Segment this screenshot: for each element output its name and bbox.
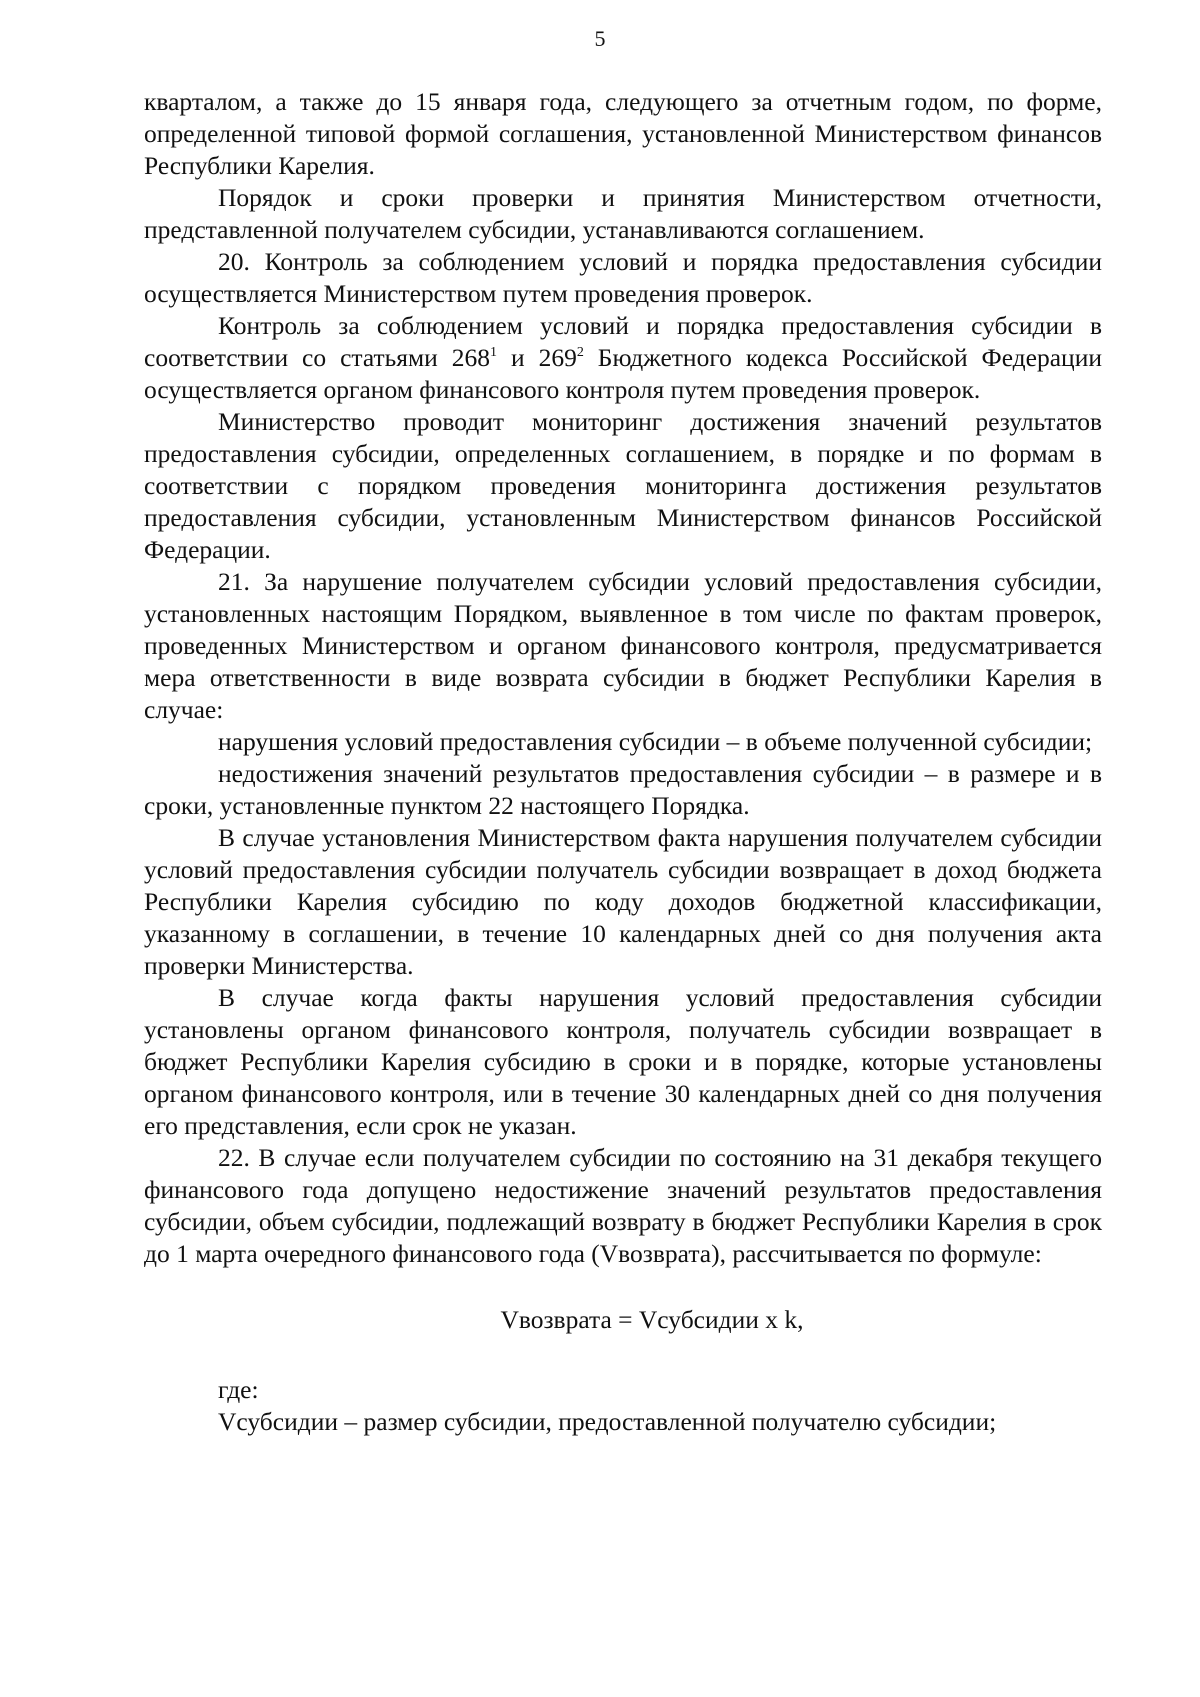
text-segment: и 269 (497, 343, 577, 372)
formula: Vвозврата = Vсубсидии x k, (500, 1305, 804, 1334)
paragraph-control-violation: В случае когда факты нарушения условий предоставления субсидии установлены органом финансового контроля, получатель субсидии возвращает в бюджет Республики Карелия субсидию в сроки и в порядке, которые установлены органом финансового контроля, или в течение 30 календарных дней со дня получения его представления, если срок не указан. (144, 983, 1102, 1140)
text-segment: Контроль за соблюдением условий и порядка предоставления субсидии в соответствии со статьями 268 (144, 311, 1102, 372)
paragraph-non-achievement: недостижения значений результатов предоставления субсидии – в размере и в сроки, установленные пунктом 22 настоящего Порядка. (144, 759, 1102, 820)
text-segment: Бюджетного кодекса Российской Федерации осуществляется органом финансового контроля путем проведения проверок. (144, 343, 1102, 404)
page-number: 5 (594, 26, 606, 51)
paragraph-ministry-violation: В случае установления Министерством факта нарушения получателем субсидии условий предоставления субсидии получатель субсидии возвращает в доход бюджета Республики Карелия субсидию по коду доходов бюджетной классификации, указанному в соглашении, в течение 10 календарных дней со дня получения акта проверки Министерства. (144, 823, 1102, 980)
paragraph-continuation: кварталом, а также до 15 января года, следующего за отчетным годом, по форме, определенной типовой формой соглашения, установленной Министерством финансов Республики Карелия. (144, 87, 1102, 180)
paragraph-item-22: 22. В случае если получателем субсидии по состоянию на 31 декабря текущего финансового года допущено недостижение значений результатов предоставления субсидии, объем субсидии, подлежащий возврату в бюджет Республики Карелия в срок до 1 марта очередного финансового года (Vвозврата), рассчитывается по формуле: (144, 1143, 1102, 1268)
paragraph-reporting-check: Порядок и сроки проверки и принятия Министерством отчетности, представленной получателем субсидии, устанавливаются соглашением. (144, 183, 1102, 244)
paragraph-monitoring: Министерство проводит мониторинг достижения значений результатов предоставления субсидии, определенных соглашением, в порядке и по формам в соответствии с порядком проведения мониторинга достижения результатов предоставления субсидии, установленным Министерством финансов Российской Федерации. (144, 407, 1102, 564)
document-body (144, 86, 1102, 1438)
paragraph-item-21: 21. За нарушение получателем субсидии условий предоставления субсидии, установленных настоящим Порядком, выявленное в том числе по фактам проверок, проведенных Министерством и органом финансового контроля, предусматривается мера ответственности в виде возврата субсидии в бюджет Республики Карелия в случае: (144, 567, 1102, 724)
paragraph-financial-control (144, 310, 1102, 406)
where-label: где: (218, 1375, 259, 1404)
superscript: 2 (576, 345, 584, 360)
definition-line: Vсубсидии – размер субсидии, предоставленной получателю субсидии; (218, 1407, 997, 1436)
superscript: 1 (490, 345, 498, 360)
paragraph-item-20: 20. Контроль за соблюдением условий и порядка предоставления субсидии осуществляется Министерством путем проведения проверок. (144, 247, 1102, 308)
paragraph-violation-conditions: нарушения условий предоставления субсидии – в объеме полученной субсидии; (218, 727, 1093, 756)
